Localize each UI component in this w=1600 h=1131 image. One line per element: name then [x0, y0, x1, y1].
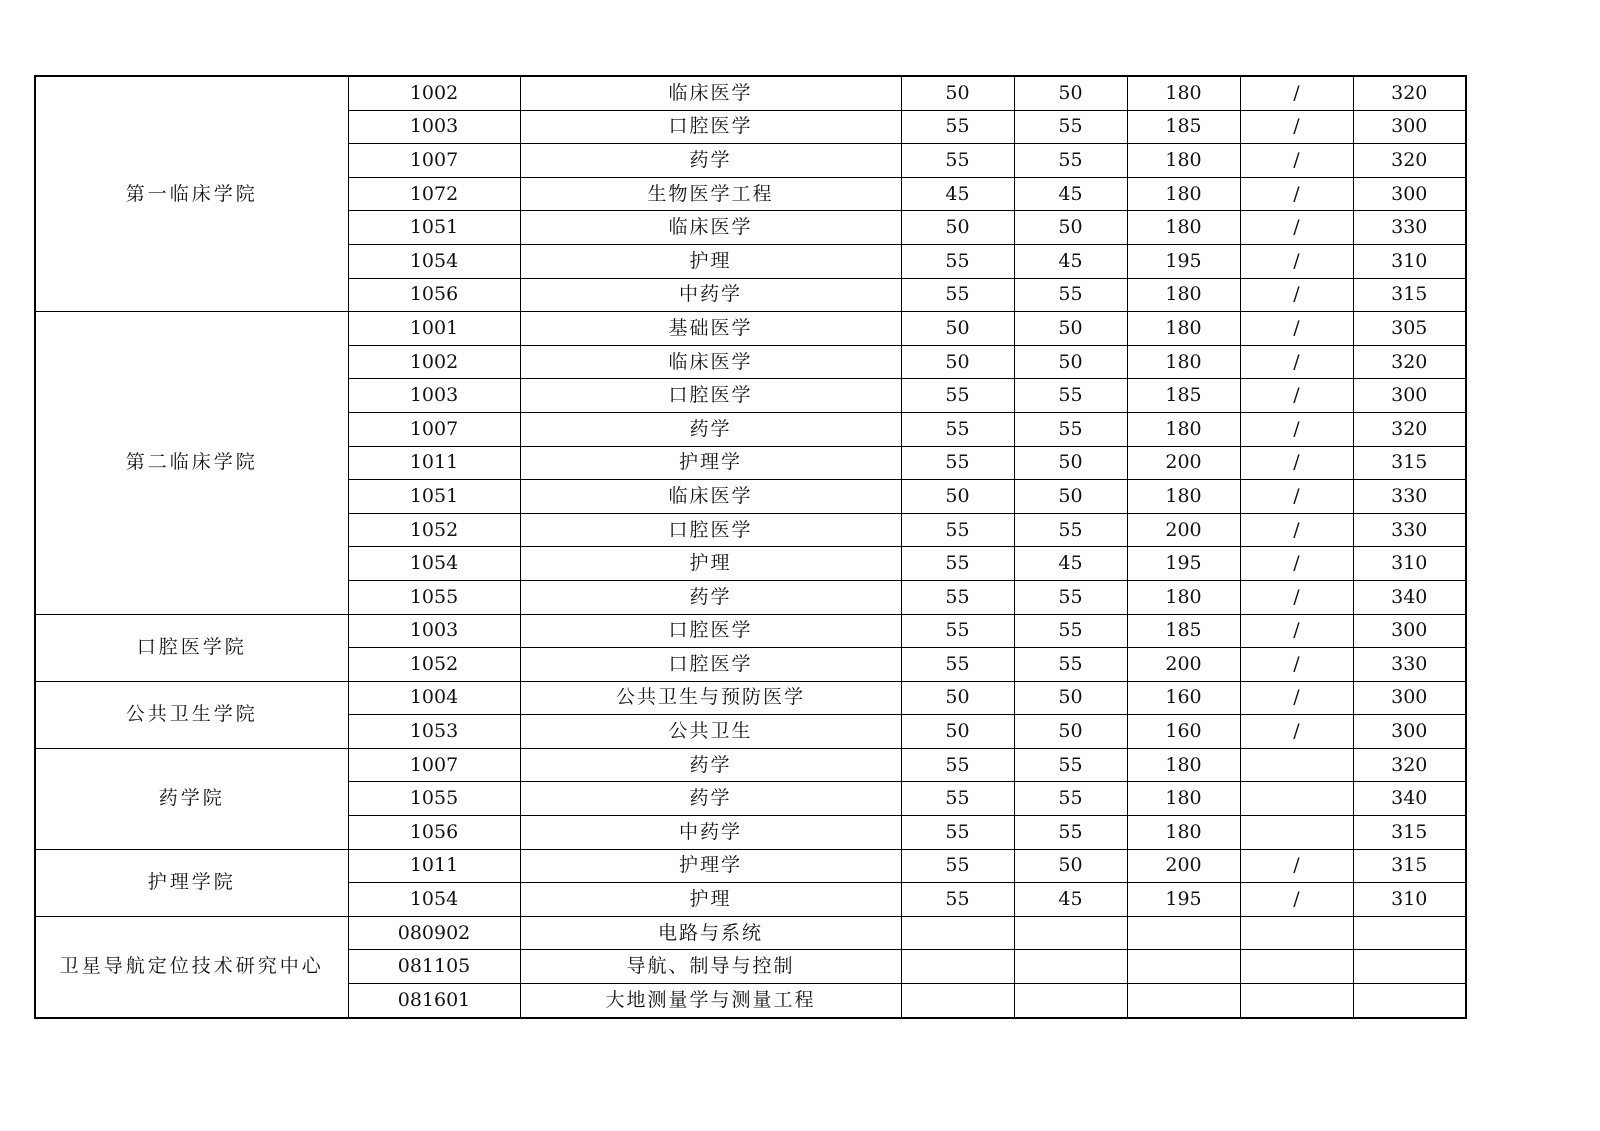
- total-score-cell: 315: [1353, 278, 1466, 312]
- foreign-language-score-cell: 50: [1014, 211, 1127, 245]
- major-name-cell: 口腔医学: [520, 110, 901, 144]
- professional-2-score-cell: /: [1240, 211, 1353, 245]
- professional-score-cell: 185: [1127, 614, 1240, 648]
- major-name-cell: 临床医学: [520, 211, 901, 245]
- major-code-cell: 1054: [348, 547, 520, 581]
- professional-2-score-cell: [1240, 816, 1353, 850]
- table-row: [35, 312, 1466, 346]
- foreign-language-score-cell: 45: [1014, 547, 1127, 581]
- professional-score-cell: 180: [1127, 312, 1240, 346]
- foreign-language-score-cell: 50: [1014, 849, 1127, 883]
- politics-score-cell: 55: [901, 580, 1014, 614]
- major-code-cell: 1051: [348, 211, 520, 245]
- foreign-language-score-cell: 55: [1014, 110, 1127, 144]
- foreign-language-score-cell: 45: [1014, 883, 1127, 917]
- college-name-cell: 口腔医学院: [35, 614, 348, 681]
- professional-2-score-cell: /: [1240, 412, 1353, 446]
- politics-score-cell: 55: [901, 816, 1014, 850]
- total-score-cell: 315: [1353, 849, 1466, 883]
- professional-score-cell: 195: [1127, 547, 1240, 581]
- major-code-cell: 1004: [348, 681, 520, 715]
- major-code-cell: 1002: [348, 345, 520, 379]
- professional-2-score-cell: /: [1240, 244, 1353, 278]
- politics-score-cell: 55: [901, 379, 1014, 413]
- professional-2-score-cell: /: [1240, 177, 1353, 211]
- politics-score-cell: 55: [901, 144, 1014, 178]
- professional-2-score-cell: /: [1240, 312, 1353, 346]
- politics-score-cell: 55: [901, 748, 1014, 782]
- major-code-cell: 1072: [348, 177, 520, 211]
- professional-2-score-cell: /: [1240, 110, 1353, 144]
- major-code-cell: 1011: [348, 849, 520, 883]
- total-score-cell: 300: [1353, 110, 1466, 144]
- total-score-cell: 300: [1353, 379, 1466, 413]
- foreign-language-score-cell: 50: [1014, 715, 1127, 749]
- total-score-cell: 320: [1353, 345, 1466, 379]
- major-code-cell: 1055: [348, 782, 520, 816]
- total-score-cell: 320: [1353, 412, 1466, 446]
- professional-score-cell: 180: [1127, 816, 1240, 850]
- total-score-cell: 320: [1353, 748, 1466, 782]
- table-row: [35, 916, 1466, 950]
- college-name-cell: 第一临床学院: [35, 76, 348, 312]
- major-name-cell: 口腔医学: [520, 379, 901, 413]
- professional-score-cell: 195: [1127, 244, 1240, 278]
- politics-score-cell: 55: [901, 110, 1014, 144]
- total-score-cell: [1353, 950, 1466, 984]
- total-score-cell: 300: [1353, 715, 1466, 749]
- foreign-language-score-cell: 45: [1014, 244, 1127, 278]
- major-code-cell: 1007: [348, 412, 520, 446]
- major-code-cell: 1003: [348, 614, 520, 648]
- professional-score-cell: 180: [1127, 782, 1240, 816]
- major-code-cell: 1007: [348, 144, 520, 178]
- professional-2-score-cell: /: [1240, 480, 1353, 514]
- table-row: [35, 76, 1466, 110]
- professional-score-cell: 195: [1127, 883, 1240, 917]
- foreign-language-score-cell: 55: [1014, 580, 1127, 614]
- politics-score-cell: 55: [901, 883, 1014, 917]
- total-score-cell: 310: [1353, 244, 1466, 278]
- major-code-cell: 1002: [348, 76, 520, 110]
- major-code-cell: 1001: [348, 312, 520, 346]
- professional-score-cell: 180: [1127, 345, 1240, 379]
- major-code-cell: 1056: [348, 816, 520, 850]
- foreign-language-score-cell: 55: [1014, 412, 1127, 446]
- table-row: [35, 681, 1466, 715]
- professional-score-cell: 160: [1127, 681, 1240, 715]
- total-score-cell: 330: [1353, 480, 1466, 514]
- politics-score-cell: 50: [901, 681, 1014, 715]
- major-name-cell: 口腔医学: [520, 648, 901, 682]
- professional-2-score-cell: [1240, 984, 1353, 1018]
- major-code-cell: 1007: [348, 748, 520, 782]
- major-code-cell: 1055: [348, 580, 520, 614]
- foreign-language-score-cell: [1014, 916, 1127, 950]
- professional-2-score-cell: /: [1240, 144, 1353, 178]
- politics-score-cell: [901, 916, 1014, 950]
- major-name-cell: 公共卫生: [520, 715, 901, 749]
- foreign-language-score-cell: 55: [1014, 782, 1127, 816]
- professional-2-score-cell: /: [1240, 446, 1353, 480]
- total-score-cell: 340: [1353, 782, 1466, 816]
- major-code-cell: 1052: [348, 513, 520, 547]
- major-name-cell: 大地测量学与测量工程: [520, 984, 901, 1018]
- foreign-language-score-cell: 55: [1014, 614, 1127, 648]
- score-table: [34, 75, 1467, 1019]
- total-score-cell: [1353, 984, 1466, 1018]
- major-name-cell: 护理: [520, 547, 901, 581]
- professional-score-cell: 180: [1127, 177, 1240, 211]
- major-code-cell: 1011: [348, 446, 520, 480]
- professional-2-score-cell: [1240, 916, 1353, 950]
- table-body: [35, 76, 1466, 1018]
- politics-score-cell: 50: [901, 345, 1014, 379]
- professional-2-score-cell: /: [1240, 883, 1353, 917]
- professional-score-cell: 200: [1127, 446, 1240, 480]
- major-name-cell: 护理学: [520, 849, 901, 883]
- professional-score-cell: [1127, 916, 1240, 950]
- college-name-cell: 护理学院: [35, 849, 348, 916]
- politics-score-cell: 55: [901, 244, 1014, 278]
- professional-score-cell: 185: [1127, 379, 1240, 413]
- politics-score-cell: 55: [901, 614, 1014, 648]
- foreign-language-score-cell: 50: [1014, 446, 1127, 480]
- professional-2-score-cell: /: [1240, 614, 1353, 648]
- major-name-cell: 临床医学: [520, 345, 901, 379]
- major-code-cell: 1003: [348, 379, 520, 413]
- politics-score-cell: 55: [901, 513, 1014, 547]
- college-name-cell: 第二临床学院: [35, 312, 348, 614]
- major-code-cell: 1003: [348, 110, 520, 144]
- foreign-language-score-cell: [1014, 984, 1127, 1018]
- major-code-cell: 1054: [348, 883, 520, 917]
- professional-score-cell: 180: [1127, 748, 1240, 782]
- table-row: [35, 614, 1466, 648]
- foreign-language-score-cell: 55: [1014, 648, 1127, 682]
- politics-score-cell: 55: [901, 278, 1014, 312]
- politics-score-cell: [901, 950, 1014, 984]
- foreign-language-score-cell: 55: [1014, 144, 1127, 178]
- major-code-cell: 1056: [348, 278, 520, 312]
- professional-2-score-cell: /: [1240, 580, 1353, 614]
- professional-score-cell: 180: [1127, 144, 1240, 178]
- major-name-cell: 导航、制导与控制: [520, 950, 901, 984]
- professional-2-score-cell: /: [1240, 547, 1353, 581]
- total-score-cell: 330: [1353, 648, 1466, 682]
- major-name-cell: 药学: [520, 412, 901, 446]
- foreign-language-score-cell: 50: [1014, 76, 1127, 110]
- major-code-cell: 1051: [348, 480, 520, 514]
- foreign-language-score-cell: 45: [1014, 177, 1127, 211]
- major-name-cell: 电路与系统: [520, 916, 901, 950]
- college-name-cell: 公共卫生学院: [35, 681, 348, 748]
- total-score-cell: 300: [1353, 614, 1466, 648]
- professional-score-cell: [1127, 984, 1240, 1018]
- foreign-language-score-cell: 55: [1014, 513, 1127, 547]
- major-code-cell: 081105: [348, 950, 520, 984]
- table-row: [35, 748, 1466, 782]
- major-name-cell: 护理: [520, 883, 901, 917]
- foreign-language-score-cell: 55: [1014, 379, 1127, 413]
- politics-score-cell: 55: [901, 446, 1014, 480]
- professional-2-score-cell: /: [1240, 379, 1353, 413]
- major-name-cell: 临床医学: [520, 480, 901, 514]
- professional-2-score-cell: /: [1240, 513, 1353, 547]
- politics-score-cell: 55: [901, 547, 1014, 581]
- total-score-cell: 300: [1353, 177, 1466, 211]
- major-name-cell: 中药学: [520, 816, 901, 850]
- total-score-cell: 315: [1353, 816, 1466, 850]
- college-name-cell: 卫星导航定位技术研究中心: [35, 916, 348, 1017]
- total-score-cell: 315: [1353, 446, 1466, 480]
- professional-2-score-cell: [1240, 950, 1353, 984]
- professional-score-cell: 160: [1127, 715, 1240, 749]
- professional-2-score-cell: /: [1240, 715, 1353, 749]
- foreign-language-score-cell: 50: [1014, 312, 1127, 346]
- professional-2-score-cell: [1240, 748, 1353, 782]
- professional-score-cell: 180: [1127, 580, 1240, 614]
- total-score-cell: 310: [1353, 883, 1466, 917]
- professional-score-cell: 200: [1127, 513, 1240, 547]
- total-score-cell: [1353, 916, 1466, 950]
- college-name-cell: 药学院: [35, 748, 348, 849]
- politics-score-cell: 55: [901, 849, 1014, 883]
- professional-score-cell: 180: [1127, 211, 1240, 245]
- foreign-language-score-cell: [1014, 950, 1127, 984]
- professional-score-cell: 200: [1127, 849, 1240, 883]
- major-name-cell: 口腔医学: [520, 614, 901, 648]
- foreign-language-score-cell: 55: [1014, 278, 1127, 312]
- total-score-cell: 310: [1353, 547, 1466, 581]
- professional-2-score-cell: /: [1240, 76, 1353, 110]
- major-name-cell: 口腔医学: [520, 513, 901, 547]
- professional-score-cell: 180: [1127, 480, 1240, 514]
- major-name-cell: 公共卫生与预防医学: [520, 681, 901, 715]
- foreign-language-score-cell: 55: [1014, 748, 1127, 782]
- professional-2-score-cell: [1240, 782, 1353, 816]
- total-score-cell: 320: [1353, 76, 1466, 110]
- politics-score-cell: [901, 984, 1014, 1018]
- major-code-cell: 1052: [348, 648, 520, 682]
- politics-score-cell: 50: [901, 76, 1014, 110]
- politics-score-cell: 50: [901, 480, 1014, 514]
- table-row: [35, 849, 1466, 883]
- major-code-cell: 080902: [348, 916, 520, 950]
- professional-score-cell: 180: [1127, 412, 1240, 446]
- politics-score-cell: 55: [901, 648, 1014, 682]
- politics-score-cell: 50: [901, 211, 1014, 245]
- professional-2-score-cell: /: [1240, 278, 1353, 312]
- total-score-cell: 330: [1353, 211, 1466, 245]
- foreign-language-score-cell: 50: [1014, 345, 1127, 379]
- major-name-cell: 临床医学: [520, 76, 901, 110]
- major-name-cell: 中药学: [520, 278, 901, 312]
- professional-2-score-cell: /: [1240, 681, 1353, 715]
- major-code-cell: 1054: [348, 244, 520, 278]
- professional-score-cell: 200: [1127, 648, 1240, 682]
- major-code-cell: 1053: [348, 715, 520, 749]
- professional-score-cell: 185: [1127, 110, 1240, 144]
- foreign-language-score-cell: 50: [1014, 480, 1127, 514]
- politics-score-cell: 45: [901, 177, 1014, 211]
- politics-score-cell: 50: [901, 312, 1014, 346]
- total-score-cell: 320: [1353, 144, 1466, 178]
- foreign-language-score-cell: 55: [1014, 816, 1127, 850]
- professional-2-score-cell: /: [1240, 345, 1353, 379]
- major-name-cell: 药学: [520, 580, 901, 614]
- major-name-cell: 护理学: [520, 446, 901, 480]
- major-code-cell: 081601: [348, 984, 520, 1018]
- professional-2-score-cell: /: [1240, 849, 1353, 883]
- total-score-cell: 300: [1353, 681, 1466, 715]
- total-score-cell: 330: [1353, 513, 1466, 547]
- total-score-cell: 305: [1353, 312, 1466, 346]
- professional-2-score-cell: /: [1240, 648, 1353, 682]
- professional-score-cell: [1127, 950, 1240, 984]
- major-name-cell: 药学: [520, 748, 901, 782]
- politics-score-cell: 55: [901, 412, 1014, 446]
- politics-score-cell: 55: [901, 782, 1014, 816]
- professional-score-cell: 180: [1127, 76, 1240, 110]
- total-score-cell: 340: [1353, 580, 1466, 614]
- professional-score-cell: 180: [1127, 278, 1240, 312]
- major-name-cell: 生物医学工程: [520, 177, 901, 211]
- major-name-cell: 药学: [520, 782, 901, 816]
- politics-score-cell: 50: [901, 715, 1014, 749]
- foreign-language-score-cell: 50: [1014, 681, 1127, 715]
- major-name-cell: 基础医学: [520, 312, 901, 346]
- major-name-cell: 药学: [520, 144, 901, 178]
- major-name-cell: 护理: [520, 244, 901, 278]
